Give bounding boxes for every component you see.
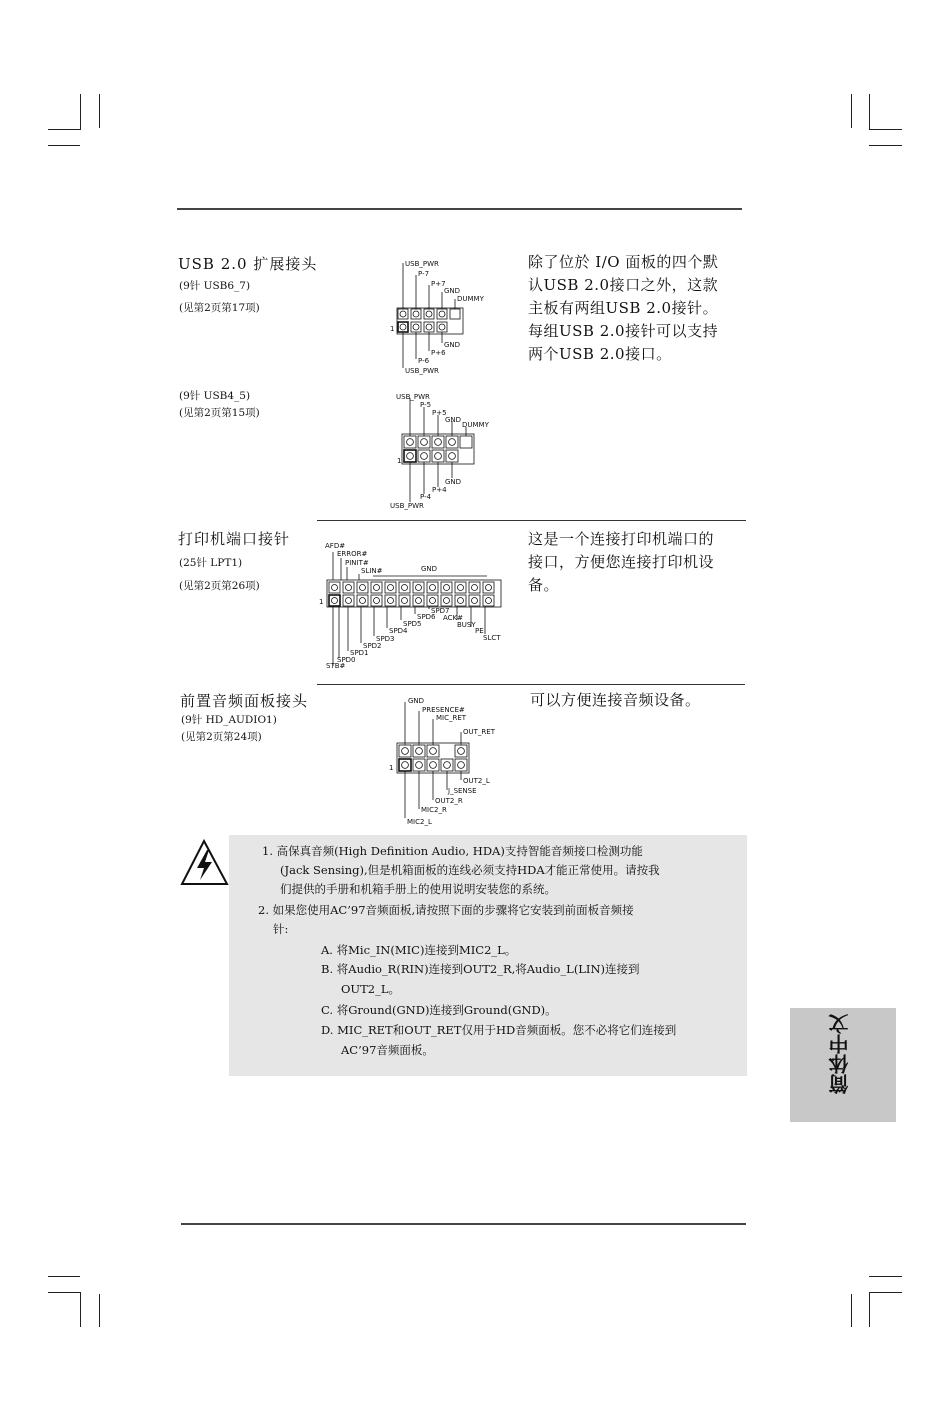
language-tab <box>790 1008 896 1122</box>
pin-label: SPD2 <box>363 642 382 650</box>
pin-label: SPD0 <box>337 656 356 664</box>
pin-label: J_SENSE <box>448 787 477 795</box>
pin-label: P+6 <box>431 349 446 357</box>
note-line: A. 将Mic_IN(MIC)连接到MIC2_L。 <box>321 943 517 957</box>
note-line: (Jack Sensing),但是机箱面板的连线必须支持HDA才能正常使用。请按我 <box>280 863 660 877</box>
header-rule <box>177 208 742 210</box>
pin-label: PRESENCE# <box>422 706 465 714</box>
note-line: C. 将Ground(GND)连接到Ground(GND)。 <box>321 1003 557 1017</box>
audio-desc-line: 可以方便连接音频设备。 <box>530 691 701 709</box>
note-line: 2. 如果您使用AC’97音频面板,请按照下面的步骤将它安装到前面板音频接 <box>258 903 634 917</box>
pin-label: P+4 <box>432 486 447 494</box>
crop-mark <box>851 94 852 128</box>
usb-description <box>528 251 718 366</box>
pin-label: PINIT# <box>345 559 369 567</box>
usb-desc-line: 每组USB 2.0接针可以支持 <box>528 322 719 340</box>
usb-header1-pins: (9针 USB6_7) <box>179 280 251 292</box>
note-line: 针: <box>273 922 289 936</box>
lpt-pinout-diagram <box>315 540 515 670</box>
crop-mark <box>99 94 100 128</box>
usb45-pinout-diagram <box>385 390 500 515</box>
usb67-pinout-diagram <box>385 255 495 380</box>
crop-mark <box>869 1292 902 1293</box>
pin-label: GND <box>444 287 461 295</box>
note-line: 们提供的手册和机箱手册上的使用说明安装您的系统。 <box>280 882 556 896</box>
pin-label: MIC_RET <box>436 714 467 722</box>
pin-1-marker: 1 <box>389 764 394 772</box>
lpt-pins: (25针 LPT1) <box>179 557 243 569</box>
pin-label: SPD1 <box>350 649 369 657</box>
language-tab-label: 简体中文 <box>828 1014 852 1094</box>
crop-mark <box>80 94 81 130</box>
audio-pins: (9针 HD_AUDIO1) <box>181 714 277 726</box>
crop-mark <box>80 1292 81 1327</box>
audio-ref: (见第2页第24项) <box>181 731 262 743</box>
usb-desc-line: 除了位於 I/O 面板的四个默 <box>528 253 719 271</box>
usb-header1-ref: (见第2页第17项) <box>179 302 260 314</box>
pin-label: SPD6 <box>417 613 436 621</box>
pin-label: GND <box>408 697 425 705</box>
pin-label: PE <box>475 627 484 635</box>
pin-label: ACK# <box>443 614 464 622</box>
pin-1-marker: 1 <box>397 457 402 465</box>
crop-mark <box>869 1292 870 1327</box>
pin-label: GND <box>445 478 462 486</box>
pin-label: SPD4 <box>389 627 408 635</box>
pin-label: P+5 <box>432 409 447 417</box>
pin-label: BUSY <box>457 621 476 629</box>
usb-title: USB 2.0 扩展接头 <box>178 255 318 273</box>
pin-label: GND <box>421 565 438 573</box>
audio-title: 前置音频面板接头 <box>180 692 309 710</box>
lpt-description <box>528 528 714 597</box>
pin-label: USB_PWR <box>390 502 424 510</box>
pin-1-marker: 1 <box>319 598 324 606</box>
pin-1-marker: 1 <box>390 325 395 333</box>
crop-mark <box>48 1292 80 1293</box>
note-line: AC’97音频面板。 <box>341 1043 434 1057</box>
pin-label: ERROR# <box>337 550 368 558</box>
pin-label: OUT2_L <box>463 777 490 785</box>
usb-desc-line: 主板有两组USB 2.0接针。 <box>528 299 719 317</box>
crop-mark <box>869 145 902 146</box>
crop-mark <box>869 1276 902 1277</box>
warning-icon <box>180 838 230 888</box>
crop-mark <box>48 129 80 130</box>
pin-label: MIC2_L <box>407 818 432 826</box>
lpt-ref: (见第2页第26项) <box>179 580 260 592</box>
pin-label: STB# <box>326 662 346 670</box>
pin-label: P-6 <box>418 357 430 365</box>
pin-label: SPD7 <box>431 607 450 615</box>
lpt-desc-line: 这是一个连接打印机端口的 <box>528 530 715 548</box>
pin-label: GND <box>445 416 462 424</box>
lpt-desc-line: 接口，方便您连接打印机设 <box>528 553 715 571</box>
pin-label: OUT_RET <box>463 728 495 736</box>
crop-mark <box>869 94 870 130</box>
pin-label: SPD3 <box>376 635 395 643</box>
pin-label: SLIN# <box>361 567 383 575</box>
pin-label: USB_PWR <box>396 393 430 401</box>
section-divider <box>317 684 745 685</box>
pin-label: GND <box>444 341 461 349</box>
lpt-title: 打印机端口接针 <box>178 530 291 548</box>
crop-mark <box>99 1294 100 1327</box>
note-box <box>229 835 747 1076</box>
section-divider <box>317 520 746 521</box>
usb-desc-line: 认USB 2.0接口之外，这款 <box>528 276 719 294</box>
crop-mark <box>48 1276 80 1277</box>
note-line: B. 将Audio_R(RIN)连接到OUT2_R,将Audio_L(LIN)连接到 <box>321 962 640 976</box>
crop-mark <box>869 129 902 130</box>
note-line: 1. 高保真音频(High Definition Audio, HDA)支持智能音频接口检测功能 <box>262 844 643 858</box>
pin-label: P+7 <box>431 280 446 288</box>
pin-label: SLCT <box>483 634 501 642</box>
pin-label: AFD# <box>325 542 346 550</box>
footer-rule <box>181 1223 746 1225</box>
pin-label: MIC2_R <box>421 806 447 814</box>
crop-mark <box>48 145 80 146</box>
usb-desc-line: 两个USB 2.0接口。 <box>528 345 672 363</box>
pin-label: OUT2_R <box>435 797 463 805</box>
note-line: D. MIC_RET和OUT_RET仅用于HD音频面板。您不必将它们连接到 <box>321 1023 677 1037</box>
pin-label: USB_PWR <box>405 260 439 268</box>
lpt-desc-line: 备。 <box>528 576 560 594</box>
pin-label: P-5 <box>420 401 432 409</box>
pin-label: DUMMY <box>462 421 489 429</box>
usb-header2-ref: (见第2页第15项) <box>179 407 260 419</box>
pin-label: USB_PWR <box>405 367 439 375</box>
pin-label: P-7 <box>418 270 430 278</box>
usb-header2-pins: (9针 USB4_5) <box>179 390 251 402</box>
note-line: OUT2_L。 <box>341 982 400 996</box>
pin-label: SPD5 <box>403 620 422 628</box>
hd-audio-pinout-diagram <box>362 692 502 830</box>
audio-description <box>530 689 701 712</box>
pin-label: DUMMY <box>457 295 484 303</box>
crop-mark <box>851 1294 852 1327</box>
pin-label: P-4 <box>420 493 432 501</box>
